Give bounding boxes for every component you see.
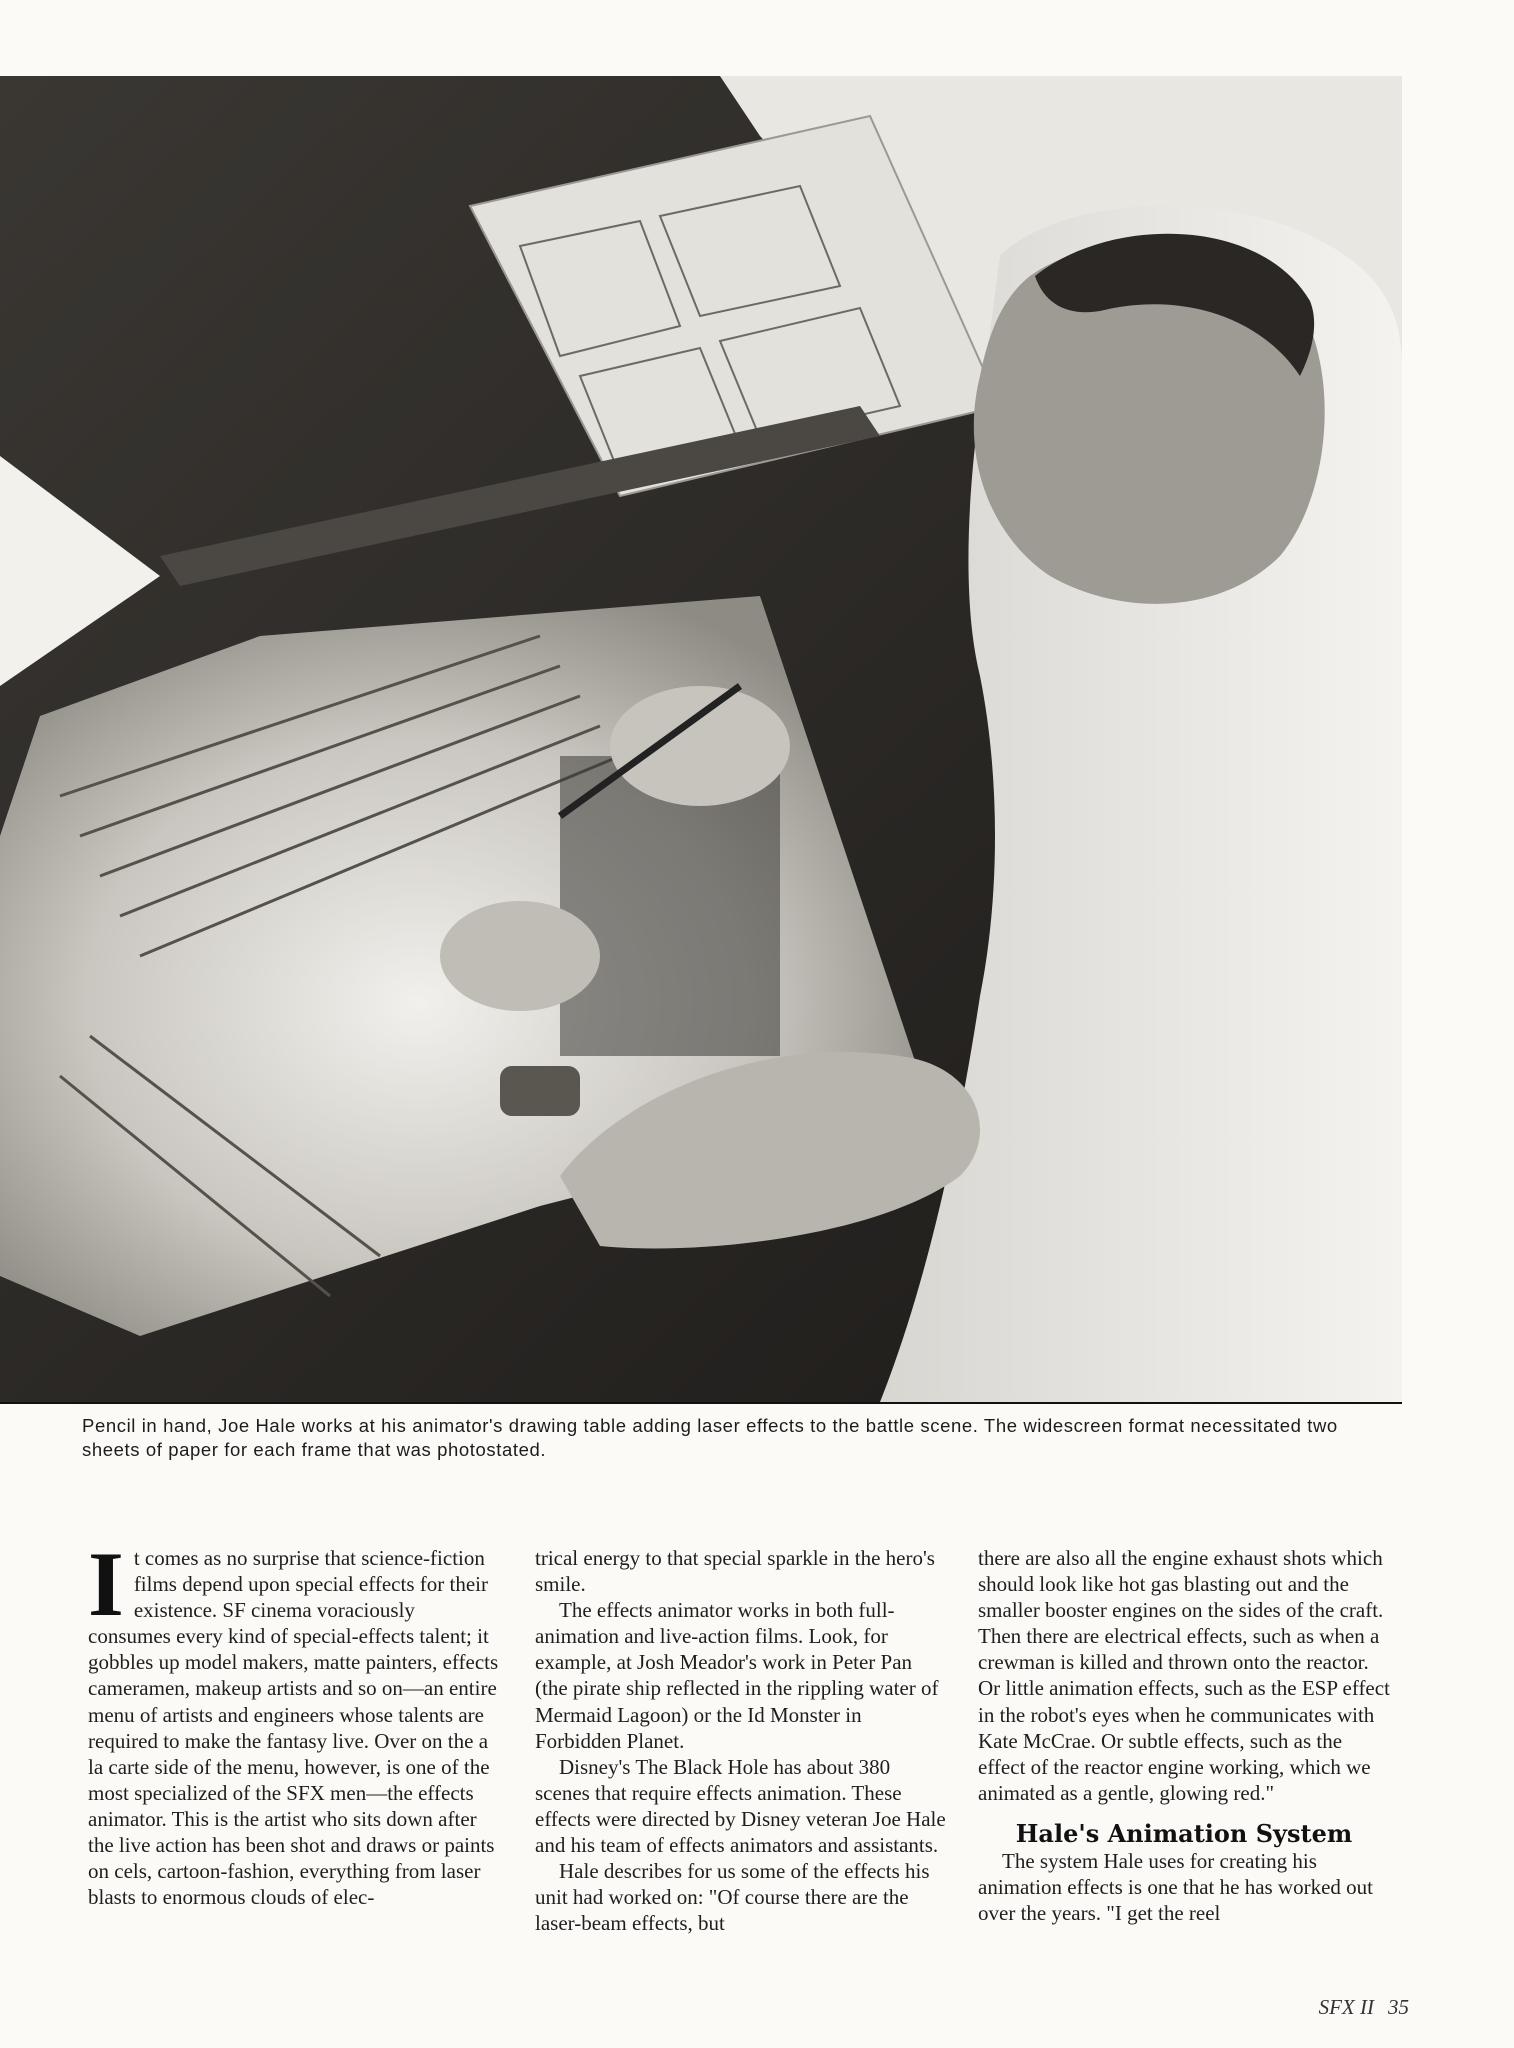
- article-column-3: [978, 1545, 1390, 1926]
- drop-cap: I: [88, 1533, 124, 1635]
- article-paragraph: The system Hale uses for creating his animation effects is one that he has worked out over the years. "I get the reel: [978, 1848, 1374, 1926]
- article-column-1: [88, 1533, 500, 1910]
- article-paragraph: there are also all the engine exhaust shots which should look like hot gas blasting out and the smaller booster engines on the sides of the craft. Then there are electrical effects, such as when a crewman is killed and thrown onto the reactor. Or little animation effects, such as the ESP effect in the robot's eyes when he communicates with Kate McCrae. Or subtle effects, such as the effect of the reactor engine working, which we animated as a gentle, glowing red.": [978, 1546, 1390, 1805]
- wristwatch: [500, 1066, 580, 1116]
- photo-caption: Pencil in hand, Joe Hale works at his animator's drawing table adding laser effects to the battle scene. The widescreen format necessitated two sheets of paper for each frame that was photostated.: [82, 1415, 1338, 1460]
- man-hand-resting: [440, 901, 600, 1011]
- animator-photo-illustration: [0, 76, 1402, 1402]
- article-paragraph: Disney's The Black Hole has about 380 scenes that require effects animation. These effects were directed by Disney veteran Joe Hale and his team of effects animators and assistants.: [535, 1754, 946, 1858]
- article-paragraph: Hale describes for us some of the effects his unit had worked on: "Of course there are the laser-beam effects, but: [535, 1859, 930, 1936]
- article-paragraph: trical energy to that special sparkle in the hero's smile.: [535, 1546, 935, 1597]
- section-heading: Hale's Animation System: [1015, 1818, 1353, 1848]
- article-paragraph: t comes as no surprise that science-fiction films depend upon special effects for their existence. SF cinema voraciously consumes every kind of special-effects talent; it gobbles up model makers, matte painters, effects cameramen, makeup artists and so on—an entire menu of artists and engineers whose talents are required to make the fantasy live. Over on the a la carte side of the menu, however, is one of the most specialized of the SFX men—the effects animator. This is the artist who sits down after the live action has been shot and draws or paints on cels, cartoon-fashion, everything from laser blasts to enormous clouds of elec-: [88, 1546, 499, 1910]
- man-hand-with-pencil: [610, 686, 790, 806]
- article-paragraph: The effects animator works in both full-animation and live-action films. Look, for example, at Josh Meador's work in Peter Pan (the pirate ship reflected in the rippling water of Mermaid Lagoon) or the Id Monster in Forbidden Planet.: [535, 1598, 939, 1753]
- page-number: 35: [1388, 1995, 1409, 2019]
- page-folio: [1319, 1995, 1409, 2020]
- article-column-2: [535, 1545, 947, 1936]
- publication-title: SFX II: [1318, 1995, 1374, 2019]
- photograph: [0, 76, 1402, 1404]
